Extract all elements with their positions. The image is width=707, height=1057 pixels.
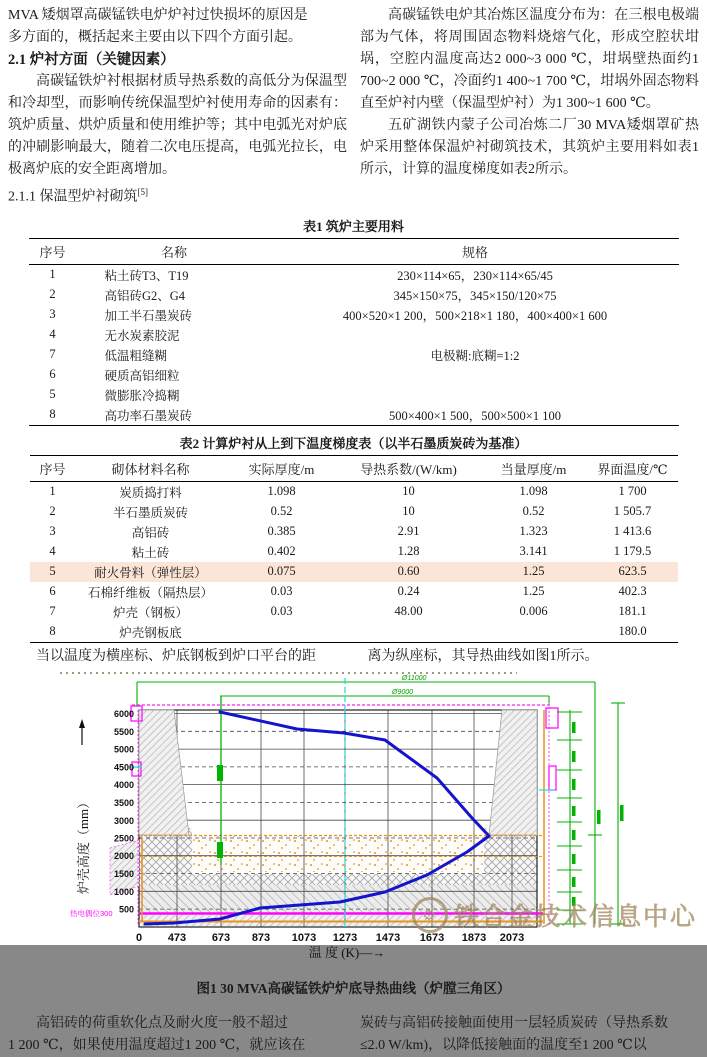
figure-caption: 图1 30 MVA高碳锰铁炉炉底导热曲线（炉膛三角区）	[196, 980, 511, 996]
column-header: 名称	[77, 238, 272, 264]
table-header-row	[29, 238, 679, 264]
svg-text:1673: 1673	[419, 931, 445, 944]
svg-text:1473: 1473	[375, 931, 401, 944]
citation-ref: [5]	[137, 187, 148, 197]
bottom-left: 高铝砖的荷重软化点及耐火度一般不超过 1 200 ℃，如果使用温度超过1 200 ℃，就应该在	[8, 1015, 306, 1053]
table-row: 8 高功率石墨炭砖 500×400×1 500，500×500×1 100	[49, 407, 561, 423]
body-text: MVA 矮烟罩高碳锰铁电炉炉衬过快损坏的原因是 多方面的，概括起来主要由以下四个方面引起。	[8, 8, 308, 45]
svg-text:1073: 1073	[291, 931, 317, 944]
svg-text:1500: 1500	[113, 868, 134, 879]
mid-text-left: 当以温度为横座标、炉底钢板到炉口平台的距	[36, 648, 316, 664]
top-text-section	[0, 0, 707, 209]
svg-text:3500: 3500	[113, 797, 134, 808]
svg-text:500: 500	[118, 904, 134, 915]
svg-text:1000: 1000	[113, 886, 134, 897]
column-right	[360, 5, 699, 209]
bottom-right: 炭砖与高铝砖接触面使用一层轻质炭砖（导热系数 ≤2.0 W/km)，以降低接触面的温度至1 200 ℃以	[360, 1015, 668, 1053]
table-row: 7 低温粗缝糊 电极糊:底糊=1:2	[49, 347, 520, 363]
svg-text:873: 873	[251, 931, 271, 944]
svg-text:1873: 1873	[461, 931, 487, 944]
column-header: 导热系数/(W/km)	[338, 455, 480, 481]
top-dimension-label-1: Ø11000	[402, 674, 427, 682]
watermark-text: 铁合金技术信息中心	[454, 903, 698, 931]
mid-text	[0, 646, 707, 668]
table-temperature-gradient	[30, 455, 678, 643]
table-row: 7 炉壳（钢板） 0.03 48.00 0.006 181.1	[49, 604, 647, 620]
table-row: 2 高铝砖G2、G4 345×150×75，345×150/120×75	[49, 287, 557, 303]
bottom-text-section	[0, 1013, 707, 1057]
svg-text:1273: 1273	[332, 931, 358, 944]
x-axis-ticks	[136, 932, 524, 944]
body-paragraph: 高碳锰铁炉衬根据材质导热系数的高低分为保温型和冷却型，而影响传统保温型炉衬使用寿命的因素有：筑炉质量、烘炉质量和使用维护等；其中电弧光对炉底的冲刷影响最大，随着二次电压提高，电弧光拉长，电极离炉底的安全距离增加。	[8, 74, 347, 177]
column-header: 砌体材料名称	[76, 455, 226, 481]
table-row: 5 微膨胀冷捣糊	[49, 387, 180, 403]
svg-text:473: 473	[167, 931, 187, 944]
svg-text:3000: 3000	[113, 815, 134, 826]
column-header: 规格	[272, 238, 679, 264]
watermark-logo-icon: ⚙	[412, 897, 448, 933]
subsection-heading: 2.1.1 保温型炉衬砌筑[5]	[8, 187, 148, 205]
svg-text:2500: 2500	[113, 833, 134, 844]
column-left	[8, 5, 347, 209]
column-header: 当量厚度/m	[480, 455, 588, 481]
table-row: 5 耐火骨料（弹性层） 0.075 0.60 1.25 623.5	[30, 562, 678, 582]
table-header-row	[30, 455, 678, 481]
svg-text:5000: 5000	[113, 744, 134, 755]
svg-text:0: 0	[135, 931, 143, 944]
svg-text:5500: 5500	[113, 726, 134, 737]
svg-text:2073: 2073	[499, 931, 525, 944]
x-axis-title: 温 度 (K)—→	[308, 944, 386, 960]
mid-text-right: 离为纵座标，其导热曲线如图1所示。	[367, 648, 599, 664]
column-header: 序号	[29, 238, 77, 264]
table-row: 2 半石墨质炭砖 0.52 10 0.52 1 505.7	[49, 504, 652, 520]
svg-text:673: 673	[211, 931, 231, 944]
table-row: 1 炭质捣打料 1.098 10 1.098 1 700	[49, 484, 647, 500]
column-header: 序号	[30, 455, 76, 481]
column-header: 实际厚度/m	[226, 455, 338, 481]
thermocouple-note: 热电偶位300	[70, 908, 113, 918]
table1-title: 表1 筑炉主要用料	[303, 218, 404, 234]
body-paragraph: 五矿湖铁内蒙子公司冶炼二厂30 MVA矮烟罩矿热炉采用整体保温炉衬砌筑技术，其筑炉主要用料如表1所示，计算的温度梯度如表2所示。	[360, 118, 699, 177]
svg-text:6000: 6000	[113, 708, 134, 719]
table-row: 4 粘土砖 0.402 1.28 3.141 1 179.5	[49, 544, 652, 560]
figure-1	[52, 670, 707, 975]
table-row: 4 无水炭素胶泥	[49, 327, 180, 343]
svg-text:4000: 4000	[113, 779, 134, 790]
table-row: 8 炉壳钢板底 180.0	[49, 624, 647, 640]
svg-text:4500: 4500	[113, 762, 134, 773]
section-heading: 2.1 炉衬方面（关键因素）	[8, 52, 175, 68]
table2-title: 表2 计算炉衬从上到下温度梯度表（以半石墨质炭砖为基准）	[179, 435, 528, 451]
top-dimension-label-2: Ø9000	[392, 688, 414, 696]
svg-text:炉壳高度（mm）: 炉壳高度（mm）	[76, 795, 91, 894]
svg-text:2000: 2000	[113, 850, 134, 861]
furnace-thermal-diagram	[52, 670, 652, 970]
y-axis-title	[76, 719, 91, 894]
table-row: 3 加工半石墨炭砖 400×520×1 200，500×218×1 180，400×400×1 600	[49, 307, 608, 323]
table-row: 3 高铝砖 0.385 2.91 1.323 1 413.6	[49, 524, 652, 540]
body-paragraph: 高碳锰铁电炉其冶炼区温度分布为：在三根电极端部为气体，将周围固态物料烧熔气化，形成空腔状坩埚，空腔内温度高达2 000~3 000 ℃，坩埚壁热面约1 700~2 000 ℃，冷面约1 400~1 700 ℃，坩埚外固态物料直至炉衬内壁（保温型炉衬）为1 300~1 600 ℃。	[360, 8, 699, 111]
table-row: 1 粘土砖T3、T19 230×114×65，230×114×65/45	[49, 267, 553, 283]
table-row: 6 硬质高铝细粒	[49, 367, 180, 383]
table-row: 6 石棉纤维板（隔热层） 0.03 0.24 1.25 402.3	[49, 584, 647, 600]
column-header: 界面温度/℃	[588, 455, 678, 481]
table-materials	[29, 238, 679, 426]
